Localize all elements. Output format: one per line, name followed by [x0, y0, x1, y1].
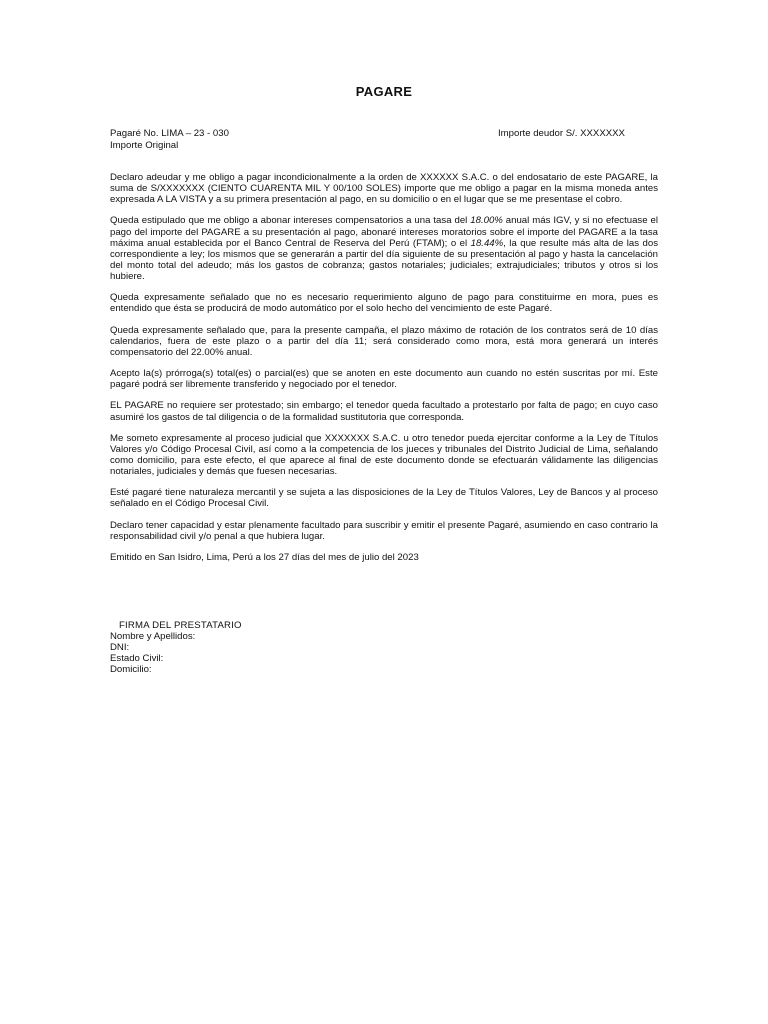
paragraph-9: Declaro tener capacidad y estar plenamente facultado para suscribir y emitir el presente Pagaré, asumiendo en caso contrario la responsabilidad civil y/o penal a que hubiera lugar.: [110, 519, 658, 542]
paragraph-5: Acepto la(s) prórroga(s) total(es) o parcial(es) que se anoten en este documento aun cuando no estén suscritas por mí. Este pagaré podrá ser libremente transferido y negociado por el tenedor.: [110, 368, 658, 391]
paragraph-6: EL PAGARE no requiere ser protestado; sin embargo; el tenedor queda facultado a protestarlo por falta de pago; en cuyo caso asumiré los gastos de tal diligencia o de la formalidad sustitutoria que corresponda.: [110, 400, 658, 423]
interest-rate-compensatory: 18.00%: [470, 215, 503, 227]
importe-deudor: Importe deudor S/. XXXXXXX: [498, 128, 625, 139]
header-row: [110, 140, 658, 152]
signature-name-field: Nombre y Apellidos:: [110, 631, 196, 642]
paragraph-2-part-b: anual más IGV, y si no efectuase el pago del importe del PAGARE a su presentación al pago, abonaré intereses moratorios sobre el importe del PAGARE a la tasa máxima anual establecida por el Banco Central de Reserva del Perú (FTAM); o el: [110, 215, 658, 249]
emission-date: Emitido en San Isidro, Lima, Perú a los 27 días del mes de julio del 2023: [110, 552, 419, 564]
paragraph-2-part-a: Queda estipulado que me obligo a abonar intereses compensatorios a una tasa del: [110, 215, 471, 227]
signature-title: FIRMA DEL PRESTATARIO: [119, 620, 242, 631]
signature-block: [110, 620, 510, 675]
header-row: [110, 128, 658, 140]
paragraph-2-part-c: , la que resulte más alta de las dos correspondiente a ley; los mismos que se generarán a partir del día siguiente de su presentación al pago y hasta la cancelación del monto total del adeudo; más los gastos de cobranza; gastos notariales; judiciales; extrajudiciales; tributos y otros si los hubiere.: [110, 237, 658, 282]
pagare-number: Pagaré No. LIMA – 23 - 030: [110, 128, 229, 139]
paragraph-8: Esté pagaré tiene naturaleza mercantil y se sujeta a las disposiciones de la Ley de Títulos Valores, Ley de Bancos y al proceso señalado en el Código Procesal Civil.: [110, 487, 658, 510]
importe-original: Importe Original: [110, 139, 179, 151]
paragraph-7: Me someto expresamente al proceso judicial que XXXXXXX S.A.C. u otro tenedor pueda ejercitar conforme a la Ley de Títulos Valores y/o Código Procesal Civil, así como a la competencia de los jueces y tribunales del Distrito Judicial de Lima, señalando como domicilio, para este efecto, el que aparece al final de este documento donde se efectuarán válidamente las diligencias notariales, judiciales y demás que fuesen necesarias.: [110, 432, 658, 478]
document-title: PAGARE: [355, 84, 413, 99]
paragraph-4: Queda expresamente señalado que, para la presente campaña, el plazo máximo de rotación de los contratos será de 10 días calendarios, fuera de este plazo o a partir del día 11; será considerado como mora, está mora generará un interés compensatorio del 22.00% anual.: [110, 324, 658, 358]
paragraph-3: Queda expresamente señalado que no es necesario requerimiento alguno de pago para constituirme en mora, pues es entendido que ésta se producirá de modo automático por el solo hecho del vencimiento de este Pagaré.: [110, 292, 658, 315]
paragraph-1: Declaro adeudar y me obligo a pagar incondicionalmente a la orden de XXXXXX S.A.C. o del endosatario de este PAGARE, la suma de S/XXXXXXX (CIENTO CUARENTA MIL Y 00/100 SOLES) importe que me obligo a pagar en la misma moneda antes expresada A LA VISTA y a su primera presentación al pago, en su domicilio o en el lugar que se me presentase el cobro.: [110, 172, 658, 206]
signature-dni-field: DNI:: [110, 642, 130, 653]
signature-civil-status-field: Estado Civil:: [110, 653, 164, 664]
signature-address-field: Domicilio:: [110, 664, 152, 675]
paragraph-2: [110, 215, 658, 282]
interest-rate-moratory: 18.44%: [470, 237, 504, 249]
document-header: [110, 128, 658, 151]
document-body: [110, 172, 658, 573]
